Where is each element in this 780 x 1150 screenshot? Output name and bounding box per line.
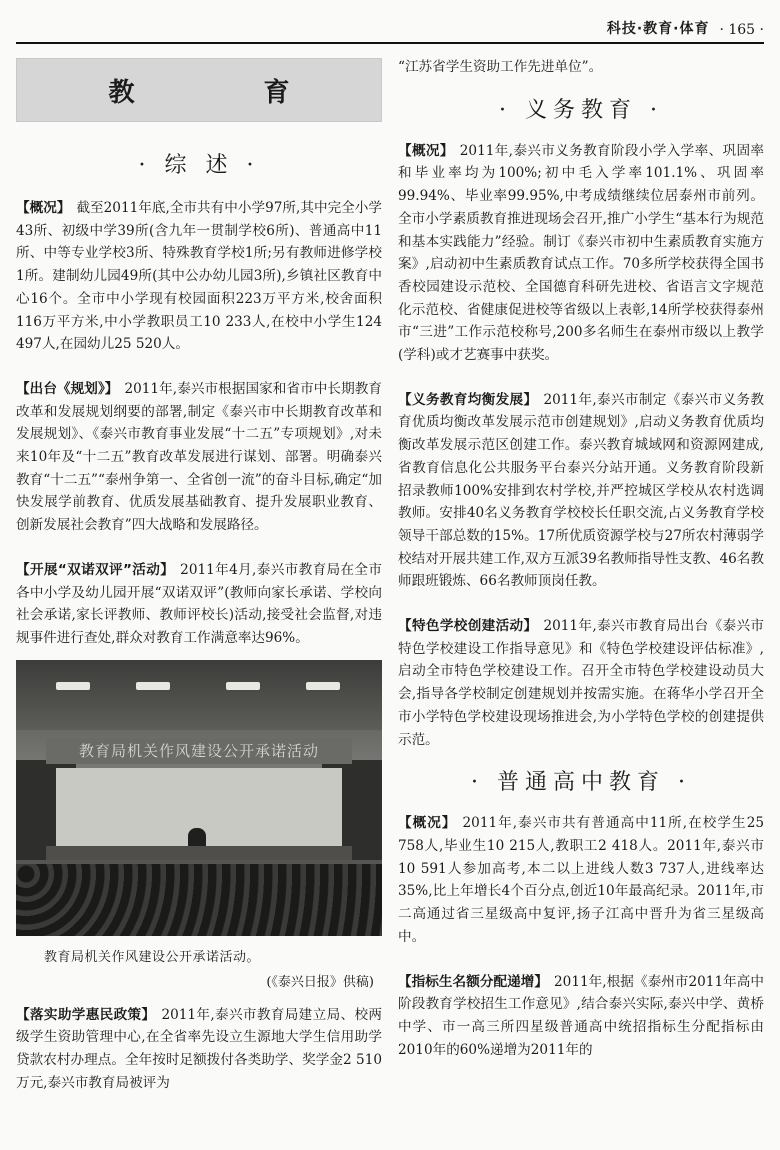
photo-caption: 教育局机关作风建设公开承诺活动。 xyxy=(44,949,261,965)
chapter-banner: 教 育 xyxy=(16,58,382,122)
paragraph xyxy=(398,389,764,593)
paragraph-tag: 【概况】 xyxy=(398,142,454,159)
photo-credit: (《泰兴日报》供稿) xyxy=(266,974,374,990)
paragraph-tag: 【概况】 xyxy=(16,200,71,216)
paragraph xyxy=(398,615,764,751)
paragraph-text: 2011年,泰兴市根据国家和省市中长期教育改革和发展规划纲要的部署,制定《泰兴市中长期教育改革和发展规划》、《泰兴市教育事业发展“十二五”专项规划》,对未来10年及“十二五”教育改革发展进行谋划、部署。明确泰兴教育“十二五”“泰州争第一、全省创一流”的奋斗目标,确定“加快发展学前教育、优质发展基础教育、提升发展职业教育、创新发展社会教育”四大战略和发展路径。 xyxy=(16,380,382,534)
photo-ceiling-light xyxy=(226,682,260,690)
paragraph xyxy=(16,559,382,650)
photo-audience xyxy=(16,864,382,936)
paragraph xyxy=(398,140,764,367)
paragraph-text: 截至2011年底,全市共有中小学97所,其中完全小学43所、初级中学39所(含九年一贯制学校6所)、普通高中11所、中等专业学校3所、特殊教育学校1所;另有教师进修学校1所。建制幼儿园49所(其中公办幼儿园3所),乡镇社区教育中心16个。全市中小学现有校园面积223万平方米,校舍面积116万平方米,中小学教职员工10 233人,在校中小学生124 497人,在园幼儿25 520人。 xyxy=(16,200,382,353)
running-section-title: 科技·教育·体育 xyxy=(606,21,710,37)
paragraph-tag: 【指标生名额分配递增】 xyxy=(398,973,549,990)
paragraph-tag: 【义务教育均衡发展】 xyxy=(398,391,538,408)
photo-speaker xyxy=(188,828,206,848)
right-column xyxy=(398,56,764,1144)
paragraph-text: 2011年,泰兴市制定《泰兴市义务教育优质均衡改革发展示范市创建规划》,启动义务教育优质均衡改革发展示范区创建工作。泰兴教育城域网和资源网建成,省教育信息化公共服务平台泰兴分站开通。义务教育阶段新招录教师100%安排到农村学校,并严控城区学校从农村选调教师。安排40名义务教育学校校长任职交流,占义务教育学校领导干部总数的15%。17所优质资源学校与27所农村薄弱学校结对开展共建工作,双方互派39名教师指导性支教、46名教师跟班锻炼、66名教师顶岗任教。 xyxy=(398,391,764,590)
paragraph-text: 2011年,泰兴市共有普通高中11所,在校学生25 758人,毕业生10 215人,教职工2 418人。2011年,泰兴市10 591人参加高考,本二以上进线人数3 737人,进线率达35%,比上年增长4个百分点,创近10年最高纪录。2011年,市二高通过省三星级高中复评,扬子江高中晋升为省三星级高中。 xyxy=(398,815,764,945)
paragraph-text: 2011年,泰兴市义务教育阶段小学入学率、巩固率和毕业率均为100%;初中毛入学率101.1%、巩固率99.94%、毕业率99.95%,中考成绩继续位居泰州市前列。全市小学素质教育推进现场会召开,推广小学生“基本行为规范和基本实践能力”经验。制订《泰兴市初中生素质教育实施方案》,启动初中生素质教育试点工作。70多所学校获得全国书香校园建设示范校、全国德育科研先进校、省语言文字规范化示范校、省健康促进校等省级以上表彰,14所学校获得泰州市“三进”工作示范校称号,200多名师生在泰州市级以上教学(学科)或才艺赛事中获奖。 xyxy=(398,142,764,364)
photo-ceiling xyxy=(16,660,382,730)
paragraph-tag: 【落实助学惠民政策】 xyxy=(16,1006,156,1023)
photo-stage-banner: 教育局机关作风建设公开承诺活动 xyxy=(46,738,352,764)
section-title-high-school: · 普通高中教育 · xyxy=(471,770,691,796)
paragraph-tag: 【特色学校创建活动】 xyxy=(398,618,538,635)
photo-ceiling-light xyxy=(306,682,340,690)
paragraph-text: 2011年,根据《泰州市2011年高中阶段教育学校招生工作意见》,结合泰兴实际,泰兴中学、黄桥中学、市一高三所四星级普通高中统招指标生分配指标由2010年的60%递增为2011年的 xyxy=(398,973,764,1058)
photo-ceiling-light xyxy=(56,682,90,690)
photo-ceiling-light xyxy=(136,682,170,690)
paragraph-text: 2011年,泰兴市教育局出台《泰兴市特色学校建设工作指导意见》和《特色学校建设评估标准》,启动全市特色学校建设工作。召开全市特色学校建设动员大会,指导各学校制定创建规划并按需实施。在蒋华小学召开全市小学特色学校建设现场推进会,为小学特色学校的创建提供示范。 xyxy=(398,618,764,748)
paragraph xyxy=(398,812,764,948)
page-header xyxy=(16,14,764,44)
paragraph xyxy=(16,197,382,356)
section-title-overview: · 综 述 · xyxy=(138,153,260,178)
paragraph-text: 2011年,泰兴市教育局建立局、校两级学生资助管理中心,在全省率先设立生源地大学生信用助学贷款农村办理点。全年按时足额拨付各类助学、奖学金2 510万元,泰兴市教育局被评为 xyxy=(16,1006,382,1091)
paragraph-text: 2011年4月,泰兴市教育局在全市各中小学及幼儿园开展“双诺双评”(教师向家长承诺、学校向社会承诺,家长评教师、教师评校长)活动,接受社会监督,对违规事件进行查处,群众对教育工作满意率达96%。 xyxy=(16,561,382,646)
paragraph xyxy=(16,378,382,537)
paragraph-tag: 【出台《规划》】 xyxy=(16,380,119,397)
paragraph xyxy=(16,1004,382,1095)
page-number: · 165 · xyxy=(719,22,764,38)
paragraph xyxy=(398,971,764,1062)
paragraph-tag: 【开展“双诺双评”活动】 xyxy=(16,561,175,578)
section-title-compulsory: · 义务教育 · xyxy=(499,97,663,123)
meeting-photo xyxy=(16,660,382,936)
continued-text: “江苏省学生资助工作先进单位”。 xyxy=(398,59,603,75)
paragraph-tag: 【概况】 xyxy=(398,815,457,832)
left-column xyxy=(16,56,382,1144)
